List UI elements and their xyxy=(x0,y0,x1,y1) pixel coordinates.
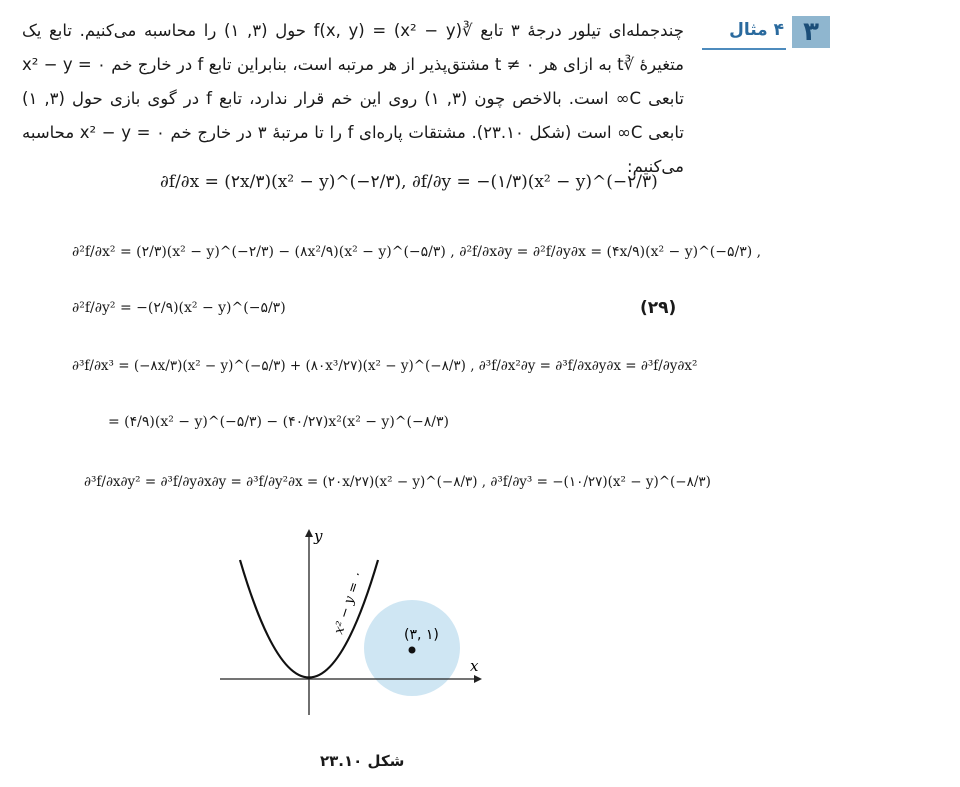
figure-23-10 xyxy=(212,525,492,725)
point-label: (۳, ۱) xyxy=(404,627,439,643)
third-order-line-1: ∂³f/∂x³ = (−۸x/۳)(x² − y)^(−۵/۳) + (۸۰x³/۲۷)(x² − y)^(−۸/۳) , ∂³f/∂x²∂y = ∂³f/∂x∂y∂x = ∂³f/∂y∂x² xyxy=(72,358,698,374)
second-order-line-2: ∂²f/∂y² = −(۲/۹)(x² − y)^(−۵/۳) xyxy=(72,300,286,316)
point-marker xyxy=(409,647,416,654)
y-axis-label: y xyxy=(314,527,323,545)
example-underline xyxy=(702,48,786,50)
example-badge xyxy=(702,14,836,52)
third-order-line-3: ∂³f/∂x∂y² = ∂³f/∂y∂x∂y = ∂³f/∂y²∂x = (۲۰x/۲۷)(x² − y)^(−۸/۳) , ∂³f/∂y³ = −(۱۰/۲۷)(x² − y)^(−۸/۳) xyxy=(84,474,711,490)
third-order-line-2: = (۴/۹)(x² − y)^(−۵/۳) − (۴۰/۲۷)x²(x² − y)^(−۸/۳) xyxy=(108,414,449,430)
equation-number: (۲۹) xyxy=(640,298,677,318)
first-order-derivatives: ∂f/∂x = (۲x/۳)(x² − y)^(−۲/۳), ∂f/∂y = −(۱/۳)(x² − y)^(−۲/۳) xyxy=(160,172,658,192)
x-axis-label: x xyxy=(470,657,479,675)
curve-label: x² − y = ۰ xyxy=(331,569,366,637)
figure-caption: شکل ۲۳.۱۰ xyxy=(320,752,405,770)
example-label: ۴ مثال xyxy=(729,20,784,40)
x-axis-arrow xyxy=(474,675,482,683)
intro-paragraph: چندجمله‌ای تیلور درجهٔ ۳ تابع ∛(x² − y) = f(x, y) حول (۳, ۱) را محاسبه می‌کنیم. تابع یک متغیرهٔ ∛t به ازای هر t ≠ ۰ مشتق‌پذیر از هر مرتبه است، بنابراین تابع f در خارج خم x² − y = ۰ تابعی C∞ است. بالاخص چون (۳, ۱) روی این خم قرار ندارد، تابع f در گوی بازی حول (۳, ۱) تابعی C∞ است (شکل ۲۳.۱۰). مشتقات پاره‌ای f را تا مرتبهٔ ۳ در خارج خم x² − y = ۰ محاسبه می‌کنیم: xyxy=(22,21,685,176)
example-number: ۳ xyxy=(792,16,830,48)
y-axis-arrow xyxy=(305,529,313,537)
second-order-line-1: ∂²f/∂x² = (۲/۳)(x² − y)^(−۲/۳) − (۸x²/۹)(x² − y)^(−۵/۳) , ∂²f/∂x∂y = ∂²f/∂y∂x = (۴x/۹)(x² − y)^(−۵/۳) , xyxy=(72,244,762,260)
